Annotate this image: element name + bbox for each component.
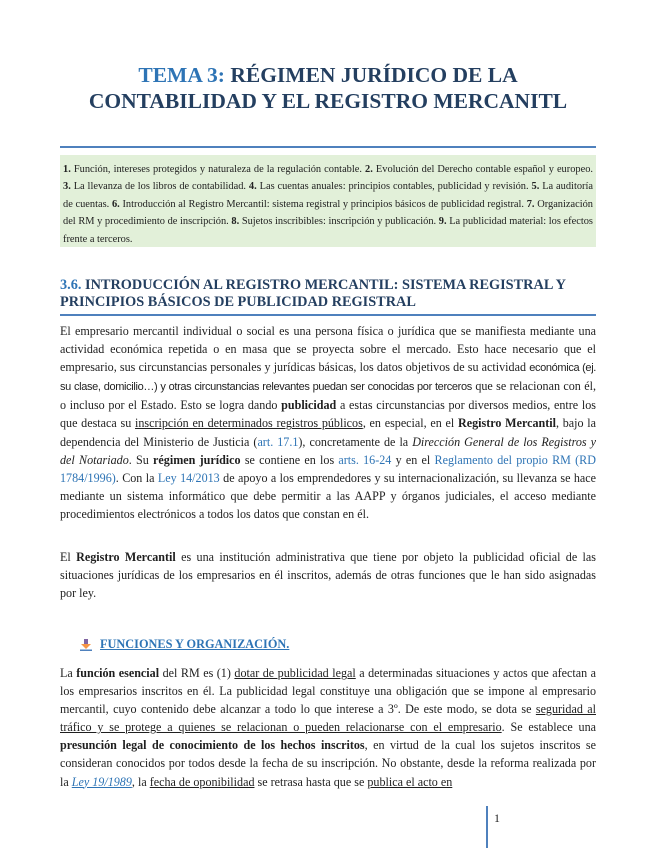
toc-number: 2. <box>365 164 373 175</box>
page-title <box>60 62 596 114</box>
toc-item: La auditoría de cuentas. <box>63 181 593 210</box>
law-reference-link[interactable]: Ley 14/2013 <box>157 470 220 485</box>
section-title: INTRODUCCIÓN AL REGISTRO MERCANTIL: SISTEMA REGISTRAL Y PRINCIPIOS BÁSICOS DE PUBLICIDAD REGISTRAL <box>60 277 566 310</box>
text-run: El empresario mercantil individual o social es una persona física o jurídica que se manifiesta mediante una actividad económica repetida o en masa que se proyecta sobre el mercado. Esto hace necesario que el empresario, sus circunstancias personales y jurídicas básicas, los datos objetivos de su actividad <box>60 324 596 375</box>
toc-item: Las cuentas anuales: principios contables, publicidad y revisión. <box>259 181 529 193</box>
text-run: . Su <box>128 452 149 467</box>
italic-text: Dirección General de los Registros y del Notariado <box>60 434 596 467</box>
toc-number: 7. <box>526 198 535 210</box>
bold-term: régimen jurídico <box>153 452 241 467</box>
text-run: La <box>60 666 73 680</box>
bold-term: Registro Mercantil <box>458 416 556 431</box>
underlined-text: publica el acto en <box>367 774 453 789</box>
toc-item: La publicidad material: los efectos frente a terceros. <box>63 216 593 245</box>
bold-term: presunción legal de conocimiento de los hechos inscritos <box>60 738 365 753</box>
underlined-text: fecha de oponibilidad <box>149 774 255 789</box>
section-divider <box>60 314 596 316</box>
paragraph-functions <box>60 664 596 791</box>
text-run: . Con la <box>115 470 155 485</box>
paragraph-intro <box>60 322 596 523</box>
title-divider <box>60 146 596 148</box>
bold-term: Registro Mercantil <box>76 550 176 564</box>
arrow-down-icon <box>80 639 92 651</box>
table-of-contents <box>60 155 596 247</box>
toc-item: La llevanza de los libros de contabilidad. <box>73 181 246 193</box>
toc-item: Introducción al Registro Mercantil: sistema registral y principios básicos de publicidad registral. <box>122 198 525 210</box>
law-reference-link[interactable]: Ley 19/1989 <box>71 774 132 789</box>
toc-item: Evolución del Derecho contable español y europeo. <box>375 164 594 175</box>
section-number: 3.6. <box>60 277 82 293</box>
law-reference-link[interactable]: art. 17.1 <box>257 434 299 449</box>
toc-item: Función, intereses protegidos y naturaleza de la regulación contable. <box>73 164 362 175</box>
text-run: , en especial, en el <box>362 416 455 431</box>
law-reference-link[interactable]: arts. 16-24 <box>338 452 392 467</box>
text-run: económica (ej. su clase, domicilio…) y otras circunstancias relevantes puedan ser conocidas por terceros <box>60 362 596 394</box>
paragraph-definition <box>60 548 596 602</box>
text-run: , bajo la dependencia del Ministerio de Justicia ( <box>60 416 597 449</box>
text-run: a estas circunstancias por diversos medios, entre los que destaca su <box>60 398 596 431</box>
text-run: y en el <box>395 452 431 467</box>
toc-number: 4. <box>248 181 257 193</box>
text-run: . Se establece una <box>501 720 596 735</box>
bold-term: publicidad <box>281 398 337 413</box>
law-reference-link[interactable]: Reglamento del propio RM (RD 1784/1996) <box>60 452 596 485</box>
toc-item: Organización del RM y procedimiento de inscripción. <box>63 198 593 228</box>
text-run: es una institución administrativa que tiene por objeto la publicidad oficial de las situaciones jurídicas de los empresarios en él inscritos, además de otras funciones que le han sido asignadas por ley. <box>60 550 596 601</box>
underlined-text: inscripción en determinados registros públicos <box>134 416 363 431</box>
text-run: de apoyo a los emprendedores y su internacionalización, su llevanza se hace mediante un sistema informático que debe permitir a las AAPP y órganos judiciales, el acceso mediante procedimientos electrónicos a todos los datos que constan en él. <box>60 470 596 521</box>
text-run: ), concretamente de la <box>298 434 409 449</box>
toc-number: 1. <box>63 164 71 175</box>
text-run: se retrasa hasta que se <box>257 774 365 789</box>
text-run: a determinadas situaciones y actos que afectan a los empresarios inscritos en él. La publicidad legal constituye una obligación que se impone al empresario mercantil, cuyo contenido debe alcanzar a todo lo que interese a 3º. De este modo, se dota se <box>60 666 597 717</box>
subsection-title: FUNCIONES Y ORGANIZACIÓN. <box>100 637 290 651</box>
text-run: , en virtud de la cual los sujetos inscritos se consideran conocidos por todos desde la fecha de su inscripción. No obstante, desde la reforma realizada por la <box>60 738 596 789</box>
toc-number: 3. <box>63 181 71 193</box>
footer-divider <box>486 806 488 848</box>
text-run: , la <box>131 774 147 789</box>
text-run: El <box>60 550 71 564</box>
toc-number: 5. <box>531 181 540 193</box>
text-run: se contiene en los <box>244 452 335 467</box>
toc-number: 8. <box>231 216 240 228</box>
text-run: del RM es (1) <box>162 666 231 680</box>
section-heading <box>60 277 596 311</box>
toc-item: Sujetos inscribibles: inscripción y publicación. <box>241 216 437 228</box>
title-number: TEMA 3: <box>138 63 225 87</box>
bold-term: función esencial <box>76 666 160 680</box>
underlined-text: seguridad al tráfico y se protege a quienes se relacionan o pueden relacionarse con el empresario <box>60 702 596 735</box>
title-text: RÉGIMEN JURÍDICO DE LA CONTABILIDAD Y EL REGISTRO MERCANITL <box>88 63 568 113</box>
toc-number: 6. <box>111 198 120 210</box>
subsection-heading <box>80 637 289 652</box>
text-run: que se relacionan con él, o incluso por el Estado. Esto se logra dando <box>60 379 596 413</box>
page-number: 1 <box>494 811 500 825</box>
toc-number: 9. <box>438 216 447 228</box>
underlined-text: dotar de publicidad legal <box>234 666 356 680</box>
